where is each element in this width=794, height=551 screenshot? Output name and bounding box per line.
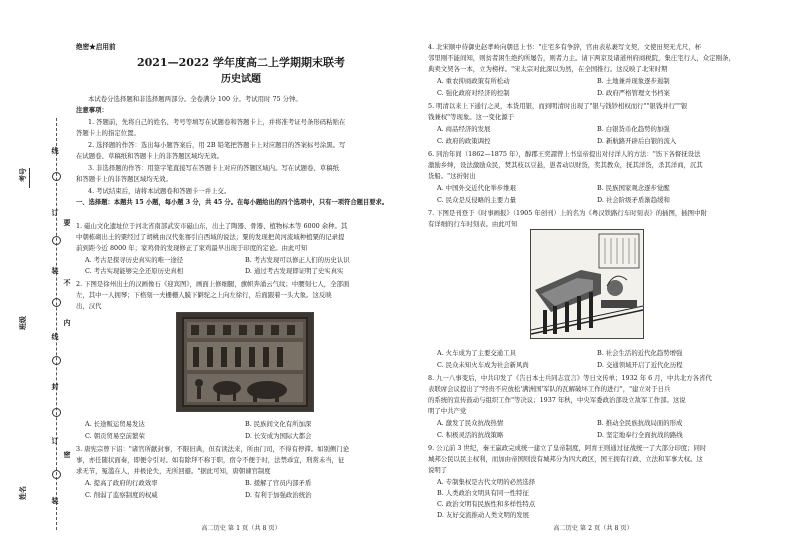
question-line: 7. 下图是刊登于《时事画报》（1905 年创刊）上的名为《粤汉铁路行车时刻表》的插图，插图中附 bbox=[428, 209, 707, 217]
instructions-line: 和答题卡上的非答题区域均无效。 bbox=[76, 175, 172, 183]
option-b: B. 社会生活的近代化趋势增强 bbox=[597, 349, 683, 357]
option-b: B. 援解了官员内部矛盾 bbox=[245, 479, 312, 487]
option-a: A. 考古是探寻历史真实的唯一途径 bbox=[85, 256, 184, 264]
option-d: D. 交通领域开启了近代化历程 bbox=[597, 361, 683, 369]
binding-char: 密 bbox=[63, 450, 71, 459]
option-b: B. 白银货币化趋势的加强 bbox=[597, 125, 670, 133]
option-c: C. 民众是反侵略的主要力量 bbox=[437, 196, 517, 204]
question-line: 典卖文契各一本，立为榜样。"宋太宗对此深以为然，在全国推行。这反映了北宋时期 bbox=[428, 65, 668, 73]
option-c: C. 朝贡贸易空前繁荣 bbox=[85, 432, 145, 440]
binding-char: 订 bbox=[51, 208, 59, 217]
railway-illustration-image bbox=[531, 230, 643, 338]
binding-char: 订 bbox=[51, 436, 59, 445]
exam-title: 2021—2022 学年度高二上学期期末联考 bbox=[136, 56, 346, 69]
question-line: 的系统的宣传鼓动与组织工作"等决议；1937 年秋，中央军委政治部设立敌军工作部。这说 bbox=[428, 396, 686, 404]
option-d: D. 政府严格管理文书档案 bbox=[597, 89, 670, 97]
question-line: 左，其中一人拥琴；下格刻一夫栅栅人膜下僻驼之上向左徐行，后面跟着一头大象。这反映 bbox=[76, 291, 332, 299]
question-line: 6. 同治年间（1862—1875 年），醇郡王奕譞曾上书皇帝提出对付洋人的方法："饬下各督抚设法 bbox=[428, 150, 701, 158]
option-d: D. 新航路开辟后白银的流入 bbox=[597, 137, 677, 145]
option-c: C. 考古实现能够完全还原历史真相 bbox=[85, 267, 184, 275]
binding-char: 装 bbox=[51, 496, 59, 505]
binding-char: 线 bbox=[51, 332, 59, 341]
instructions-line: 1. 答题前，先将自己的姓名、考号等填写在试题卷和答题卡上，并将准考证号条形码粘贴在 bbox=[88, 118, 346, 126]
section-heading: 一、选择题：本题共 15 小题，每小题 3 分，共 45 分。在每小题给出的四个选项中，只有一项符合题目要求。 bbox=[76, 199, 389, 206]
binding-circle bbox=[52, 298, 61, 307]
binding-char: 线 bbox=[51, 146, 59, 155]
binding-char: 装 bbox=[51, 266, 59, 275]
option-b: B. 土地兼并现象逐步遏制 bbox=[597, 77, 670, 85]
option-d: D. 通过考古发现即证明了史实真实 bbox=[245, 267, 344, 275]
binding-label-class: 班级 bbox=[18, 316, 27, 330]
figure-railway-illustration bbox=[530, 229, 644, 339]
question-line: 表联席会议提出了"经贵不应放松'满洲国'军队的瓦解破坏工作的进行"，"建立对于日兵 bbox=[428, 385, 671, 393]
option-c: C. 政治文明有民族性和多样性特点 bbox=[437, 500, 536, 508]
binding-circle bbox=[52, 236, 61, 245]
question-line: 钱兼权"等现象。这一变化源于 bbox=[428, 113, 515, 121]
option-a: A. 重农抑商政策有所松动 bbox=[437, 77, 510, 85]
option-c: C. 民众未知火车成为社会新风尚 bbox=[437, 361, 529, 369]
question-line: 9. 公元前 3 世纪，秦王嬴政完成统一建立了皇帝制度，阿育王则通过征战统一了大部分印度；同时 bbox=[428, 444, 707, 452]
binding-circle bbox=[52, 470, 61, 479]
instructions-line: 答题卡上的指定位置。 bbox=[76, 129, 140, 137]
instructions-line: 本试卷分选择题和非选择题两部分。全卷满分 100 分。考试用时 75 分钟。 bbox=[88, 95, 302, 103]
option-a: A. 专制集权是古代文明的必然选择 bbox=[437, 478, 536, 486]
option-b: B. 人类政治文明具有同一性特征 bbox=[437, 489, 529, 497]
binding-char: 封 bbox=[51, 382, 59, 391]
question-line: 激励乡绅，设法激励众民，焚其枝以豆悬，愚者动以财货，奖其教众，抚其洋货，杀其洋商，沉其 bbox=[428, 161, 703, 169]
option-a: A. 商品经济的发展 bbox=[437, 125, 491, 133]
option-c: C. 强化政府对经济的控制 bbox=[437, 89, 510, 97]
question-line: 货船。"这折射出 bbox=[428, 172, 476, 180]
instructions-line: 2. 选择题的作答：选出每小题答案后，用 2B 铅笔把答题卡上对应题目的答案标号涂黑。写 bbox=[88, 141, 346, 149]
option-a: A. 中国外交近代化举步维艰 bbox=[437, 184, 516, 192]
option-a: A. 火车成为了主要交通工具 bbox=[437, 349, 516, 357]
question-line: 明了中共产党 bbox=[428, 407, 467, 415]
binding-circle bbox=[52, 356, 61, 365]
option-d: D. 有利于加强政治统治 bbox=[245, 491, 312, 499]
figure-stone-relief bbox=[176, 312, 314, 412]
secret-mark: 绝密★启用前 bbox=[76, 43, 116, 51]
option-c: C. 政府的政策调控 bbox=[437, 137, 491, 145]
instructions-line: 在试题卷、草稿纸和答题卡上的非答题区域均无效。 bbox=[76, 152, 223, 160]
binding-circle bbox=[52, 172, 61, 181]
footer-left: 高二历史 第 1 页（共 8 页） bbox=[201, 525, 281, 532]
option-b: B. 民族国家观念逐步觉醒 bbox=[597, 184, 670, 192]
binding-char: 内 bbox=[63, 318, 71, 327]
option-c: C. 积极灵活的抗战策略 bbox=[437, 431, 504, 439]
question-line: 前到距今近 8000 年；家鸡骨的发现修正了家鸡最早出现于印度的定论。由此可知 bbox=[76, 244, 308, 252]
binding-label-name: 姓名 bbox=[18, 486, 27, 500]
question-line: 5. 明清以来上下通行之灵，本货用银，而到明清时出现了"银与钱钞相权而行""银钱并行""银 bbox=[428, 102, 688, 110]
footer-right: 高二历史 第 2 页（共 8 页） bbox=[553, 525, 633, 532]
question-line: 邻里刚不能间知，则贫者困生绝约所屡告，则者力主。请下两京及诸道州府商税院，集庄宅行人，众定刚条， bbox=[428, 54, 735, 62]
question-line: 1. 磁山文化遗址位于河北省南部武安市磁山东，出土了陶器、骨器、植物标本等 6000 余种。其 bbox=[76, 222, 348, 230]
option-d: D. 长安成为国际大都会 bbox=[245, 432, 312, 440]
question-line: 中朝栋砌出土的粟经过了胡桃由汉代张骞引自西域的说法；粟的发现把黄河流域种植粟的记录提 bbox=[76, 233, 345, 241]
option-c: C. 削弱了监察制度的权威 bbox=[85, 491, 158, 499]
question-line: 有详细的行车时刻表。由此可知 bbox=[428, 220, 518, 228]
binding-char: 要 bbox=[63, 218, 71, 227]
instructions-line: 4. 考试结束后，请将本试题卷和答题卡一并上交。 bbox=[88, 187, 231, 195]
question-line: 求无节，冤滥在人，并极论失，无所回避。"据此可知，唐朝谏官制度 bbox=[76, 467, 271, 475]
option-d: D. 社会阶级矛盾渐趋缓和 bbox=[597, 196, 670, 204]
instructions-line: 3. 非选择题的作答：用签字笔直接写在答题卡上对应的答题区域内。写在试题卷、草稿纸 bbox=[88, 164, 339, 172]
option-b: B. 民族间文化有所加深 bbox=[245, 420, 312, 428]
option-a: A. 长途贩运贸易发达 bbox=[85, 420, 145, 428]
exam-subject: 历史试题 bbox=[221, 74, 261, 85]
question-line: 说明了 bbox=[428, 466, 448, 474]
question-line: 4. 北宋顺中侍御史赵孝岭向朝廷上书："庄宅多有争辞，官由表私裹写文契，文使田契无尤尺，杯 bbox=[428, 43, 702, 51]
question-line: 事，亦任随状面奏，即便令引对。如有除拜不称于职，宿令不便于时，法禁乖宜，刑赏未当，征 bbox=[76, 456, 345, 464]
question-line: 出，汉代 bbox=[76, 302, 102, 310]
option-b: B. 考古发现可以修正人们的历史认识 bbox=[245, 256, 350, 264]
option-a: A. 激发了民众抗战热情 bbox=[437, 419, 504, 427]
question-line: 2. 下图是徐州出土的汉画像石《迎宾图》，画面上修细腿，旗帜奔涌云气纹；中腰刻七人，全部面 bbox=[76, 280, 350, 288]
option-a: A. 提高了政府的行政效率 bbox=[85, 479, 158, 487]
binding-circle bbox=[52, 408, 61, 417]
question-line: 城邦公民以民主权利，而加由帝国则没有城邦分为四大政区，国王拥有行政、立法和军事大权。这 bbox=[428, 455, 703, 463]
binding-label-exam-number: 考号 bbox=[18, 168, 27, 182]
instructions-heading: 注意事项： bbox=[76, 106, 108, 114]
question-line: 3. 唐宪宗曾下诏："诸官所献封事，不限旧典，但有读法来，所由门司，不得有停滞。如别侧门论 bbox=[76, 445, 350, 453]
question-line: 8. 九一八事变后，中共印发了《告日本士兵同志宣言》等日文传单；1932 年 6 月，中共北方各省代 bbox=[428, 374, 712, 382]
option-d: D. 坚定地奉行全面抗战的路线 bbox=[597, 431, 683, 439]
binding-underline-1 bbox=[29, 168, 30, 188]
binding-char: 不 bbox=[63, 278, 71, 287]
option-d: D. 友好交流推动人类文明的发展 bbox=[437, 511, 530, 519]
option-b: B. 推动全民族抗战局面的形成 bbox=[597, 419, 683, 427]
stone-relief-image bbox=[177, 313, 313, 411]
